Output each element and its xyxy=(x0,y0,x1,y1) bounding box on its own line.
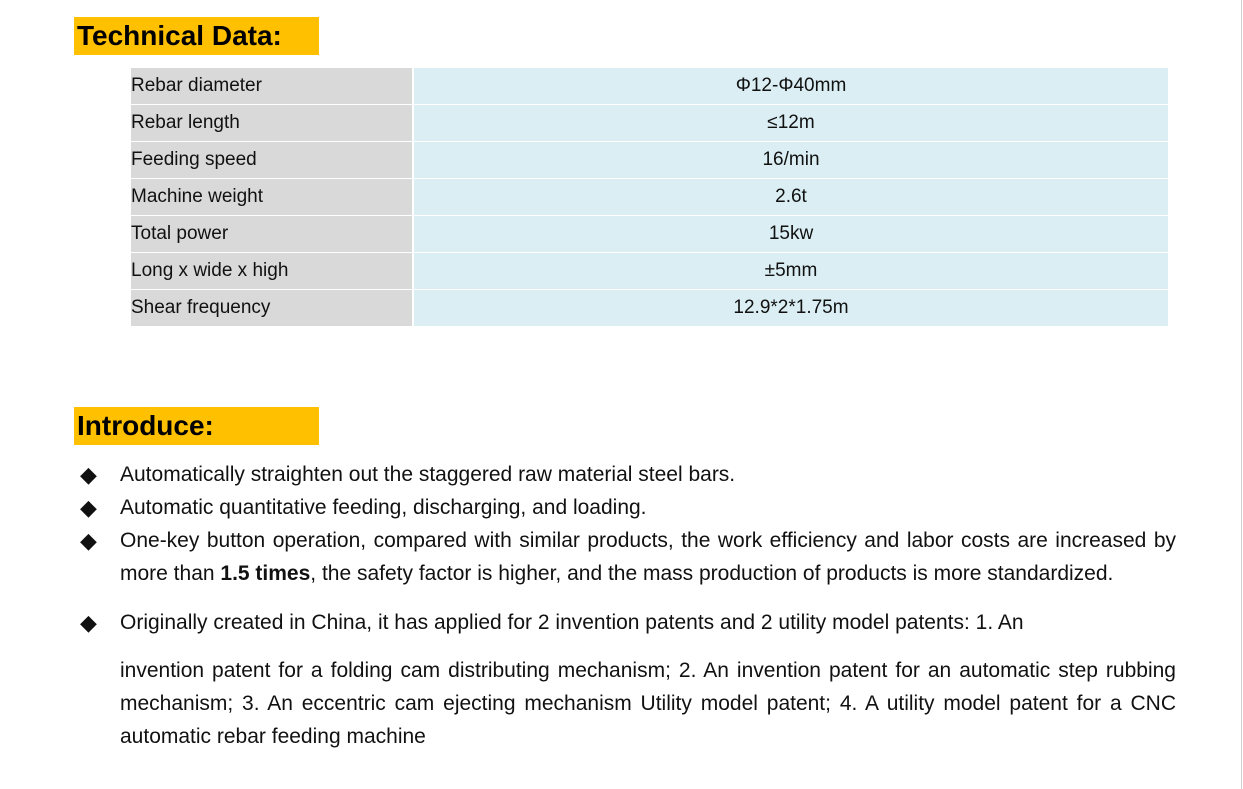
spec-value: 12.9*2*1.75m xyxy=(413,290,1168,327)
table-row xyxy=(131,142,1168,179)
diamond-bullet-icon: ◆ xyxy=(80,528,97,553)
spec-label: Rebar length xyxy=(131,105,413,142)
diamond-bullet-icon: ◆ xyxy=(80,462,97,487)
spec-label: Machine weight xyxy=(131,179,413,216)
spec-value: ≤12m xyxy=(413,105,1168,142)
table-row xyxy=(131,216,1168,253)
technical-data-heading: Technical Data: xyxy=(74,17,319,55)
introduce-heading: Introduce: xyxy=(74,407,319,445)
diamond-bullet-icon: ◆ xyxy=(80,610,97,635)
list-item xyxy=(78,458,1176,491)
spec-value: 15kw xyxy=(413,216,1168,253)
spec-value: Φ12-Φ40mm xyxy=(413,68,1168,105)
table-row xyxy=(131,290,1168,327)
bullet-text xyxy=(120,524,1176,590)
introduce-bullet-list xyxy=(78,458,1176,753)
spec-label: Shear frequency xyxy=(131,290,413,327)
spec-label: Total power xyxy=(131,216,413,253)
table-row xyxy=(131,68,1168,105)
spec-value: 16/min xyxy=(413,142,1168,179)
list-item xyxy=(78,606,1176,753)
spec-label: Long x wide x high xyxy=(131,253,413,290)
bullet-text: Automatically straighten out the staggered raw material steel bars. xyxy=(120,463,736,486)
bullet-text-part: , the safety factor is higher, and the mass production of products is more standardized. xyxy=(310,562,1114,585)
spec-label: Rebar diameter xyxy=(131,68,413,105)
bullet-text: Originally created in China, it has applied for 2 invention patents and 2 utility model patents: 1. An xyxy=(120,611,1024,634)
spec-value: 2.6t xyxy=(413,179,1168,216)
bullet-text: Automatic quantitative feeding, discharging, and loading. xyxy=(120,496,647,519)
bullet-text-continued: invention patent for a folding cam distributing mechanism; 2. An invention patent for an automatic step rubbing mechanism; 3. An eccentric cam ejecting mechanism Utility model patent; 4. A utility model patent for a CNC automatic rebar feeding machine xyxy=(120,659,1176,748)
bullet-text-part: One-key button operation, compared with similar products, the work efficiency and labor costs are increased by more than xyxy=(120,529,1176,585)
spec-value: ±5mm xyxy=(413,253,1168,290)
technical-data-table xyxy=(131,68,1168,327)
list-item xyxy=(78,524,1176,590)
page-edge-divider xyxy=(1241,0,1242,789)
diamond-bullet-icon: ◆ xyxy=(80,495,97,520)
spec-label: Feeding speed xyxy=(131,142,413,179)
list-item xyxy=(78,491,1176,524)
table-row xyxy=(131,179,1168,216)
table-row xyxy=(131,253,1168,290)
table-row xyxy=(131,105,1168,142)
bullet-emphasis: 1.5 times xyxy=(220,562,311,585)
